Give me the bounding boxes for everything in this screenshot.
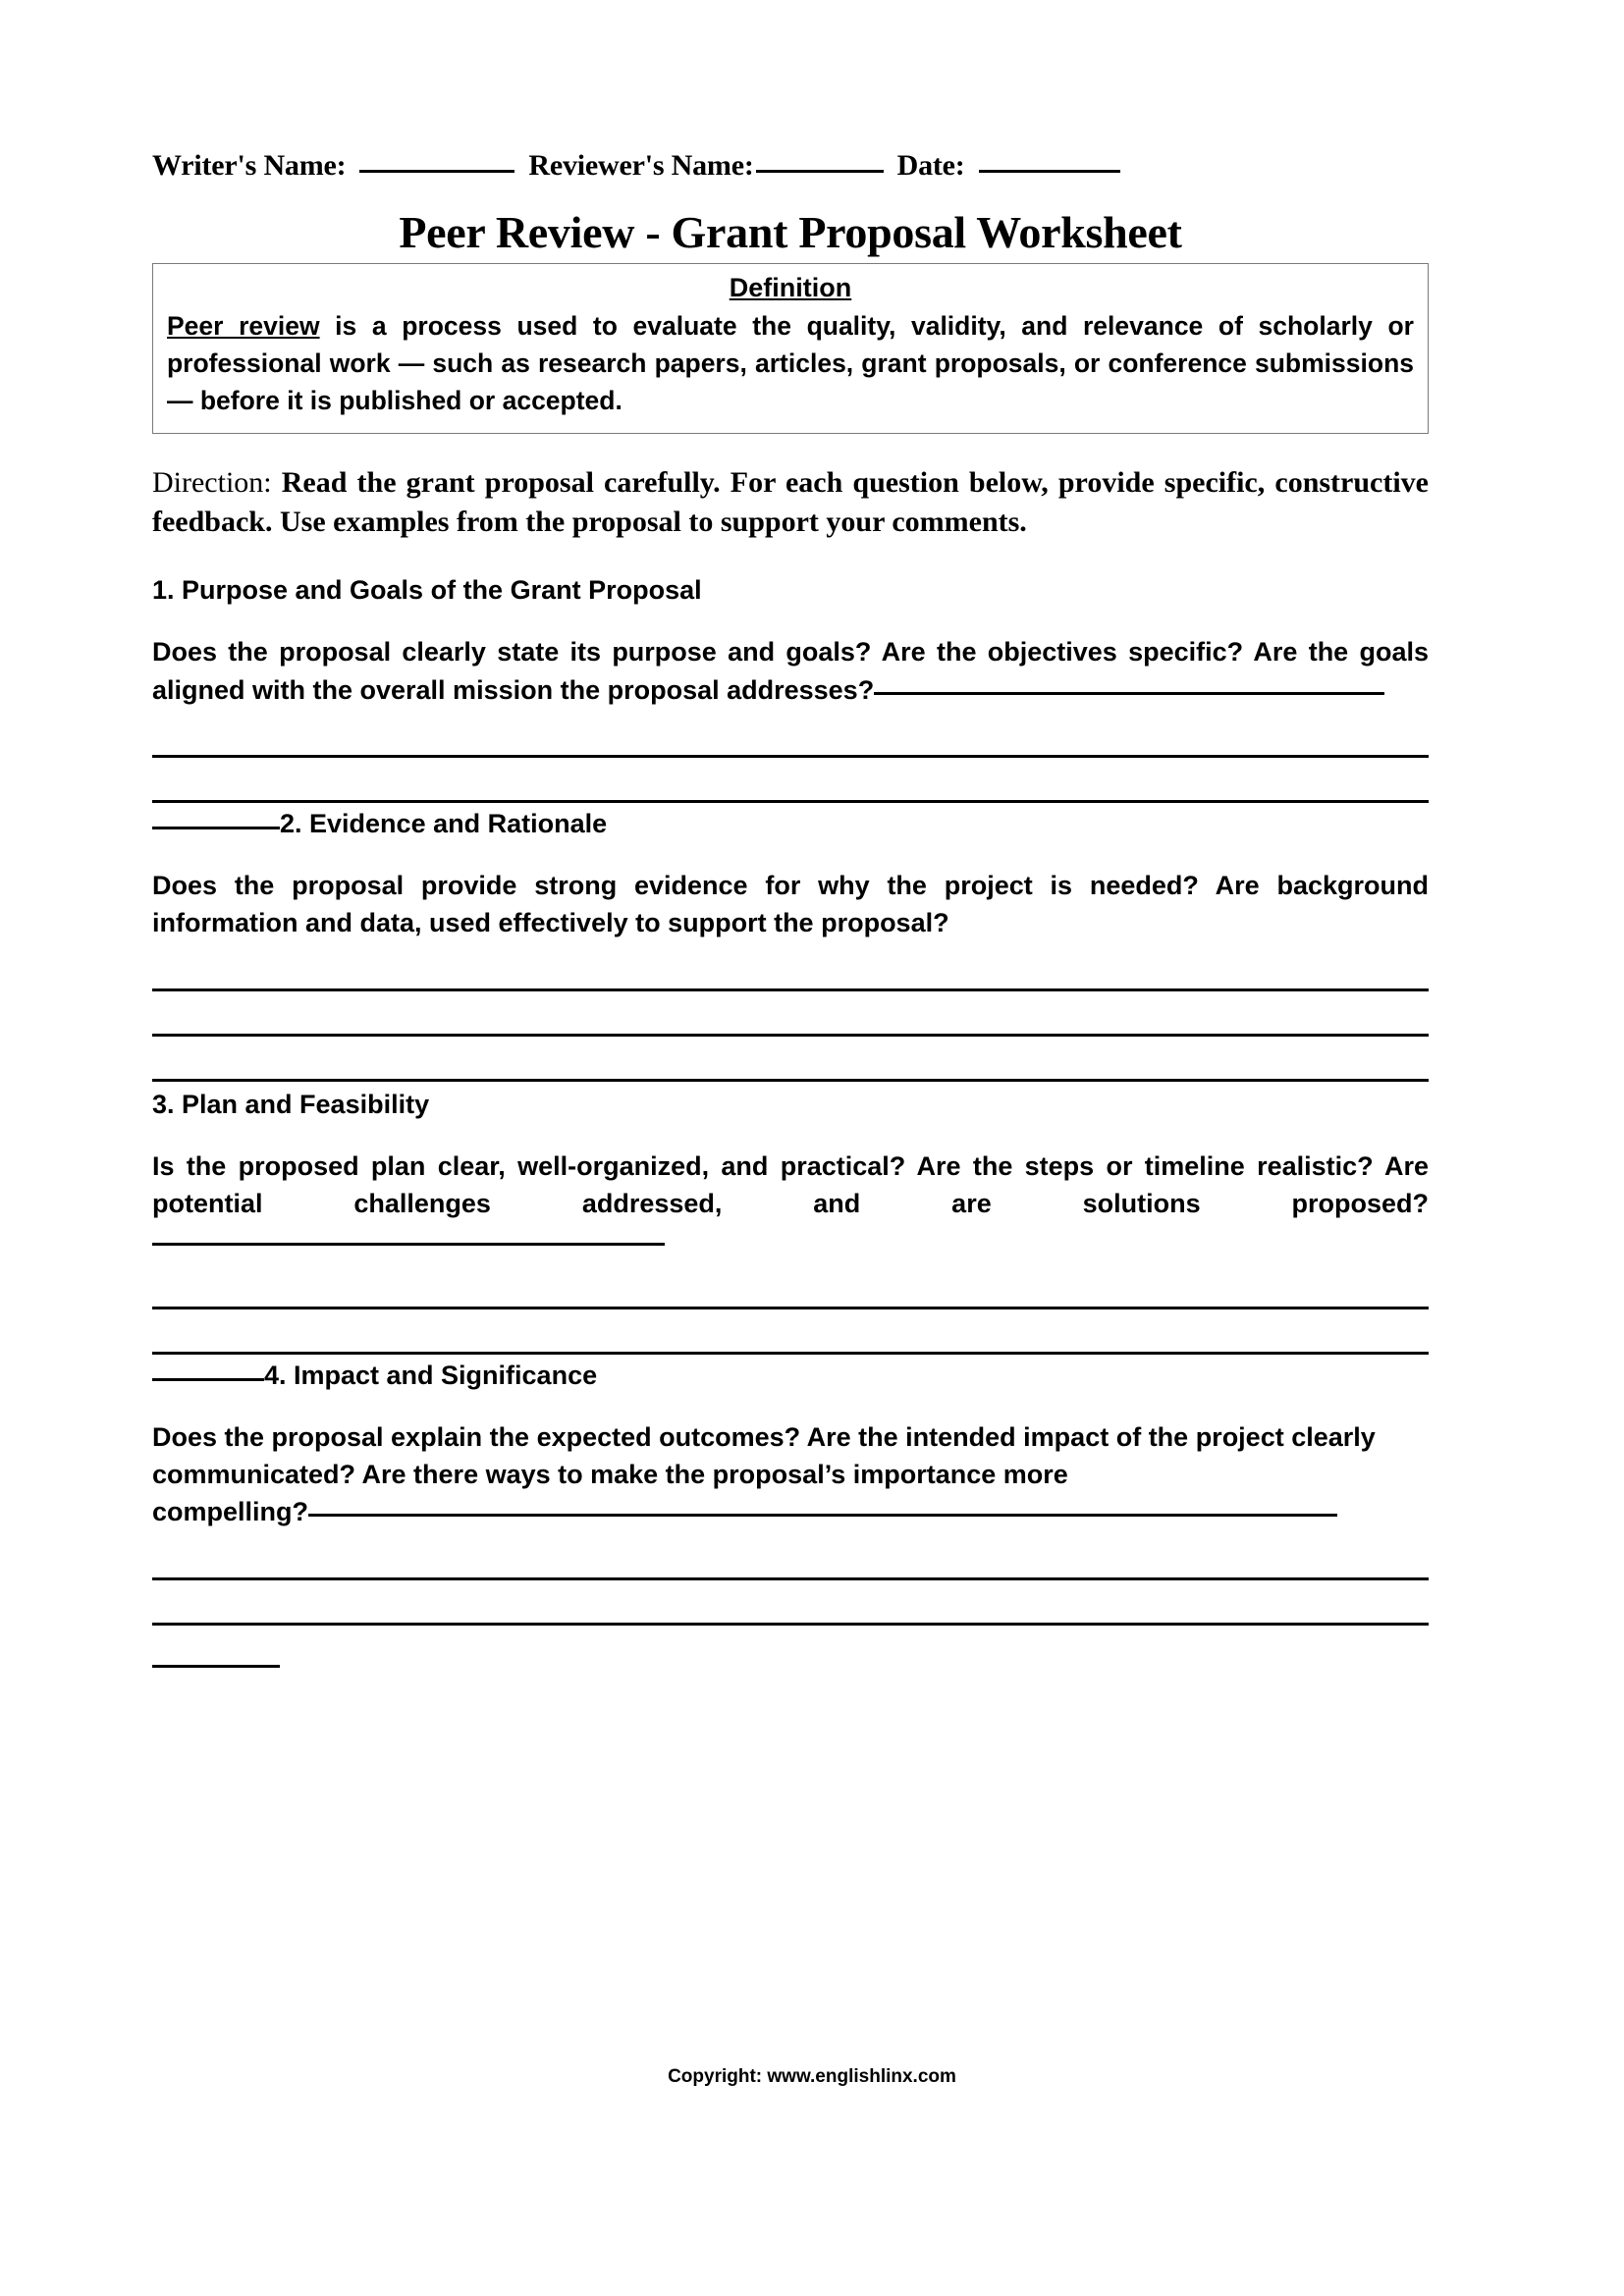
worksheet-content — [152, 0, 1429, 1668]
question-4-continuation-text: compelling? — [152, 1497, 309, 1527]
answer-line[interactable] — [152, 991, 1429, 1037]
direction-text: Read the grant proposal carefully. For each question below, provide specific, constructive feedback. Use examples from the proposal to support your comments. — [152, 466, 1429, 539]
question-1-text: Does the proposal clearly state its purpose and goals? Are the objectives specific? Are the goals aligned with the overall mission the proposal addresses? — [152, 637, 1429, 705]
answer-line[interactable] — [152, 1309, 1429, 1355]
question-4-heading — [152, 1359, 1429, 1393]
date-blank[interactable] — [979, 170, 1120, 173]
question-3-heading: 3. Plan and Feasibility — [152, 1089, 430, 1119]
question-3-answer-blank[interactable] — [152, 1243, 665, 1246]
question-1-answer-blank[interactable] — [874, 692, 1384, 695]
definition-heading: Definition — [729, 272, 852, 302]
question-4-leading-blank[interactable] — [152, 1378, 264, 1381]
answer-line[interactable] — [152, 946, 1429, 991]
copyright-notice: Copyright: www.englishlinx.com — [668, 2066, 956, 2087]
page-title: Peer Review - Grant Proposal Worksheet — [399, 207, 1182, 257]
definition-term: Peer review — [167, 311, 320, 342]
reviewer-name-blank[interactable] — [756, 170, 884, 173]
reviewer-name-label: Reviewer's Name: — [528, 149, 754, 182]
answer-line[interactable] — [152, 1264, 1429, 1309]
writer-name-blank[interactable] — [359, 170, 514, 173]
definition-box — [152, 263, 1429, 435]
question-3-body — [152, 1148, 1429, 1260]
writer-name-label: Writer's Name: — [152, 149, 347, 182]
question-2-body: Does the proposal provide strong evidence for why the project is needed? Are background information and data, used effectively to support the proposal? — [152, 870, 1429, 938]
question-2-heading — [152, 807, 1429, 841]
direction-paragraph — [152, 463, 1429, 542]
question-4-answer-blank[interactable] — [308, 1514, 1337, 1517]
answer-line[interactable] — [152, 758, 1429, 803]
question-2-heading-text: 2. Evidence and Rationale — [280, 808, 608, 838]
header-fields-row — [152, 0, 1429, 183]
question-1-body — [152, 633, 1429, 709]
question-4-heading-text: 4. Impact and Significance — [264, 1360, 598, 1390]
question-1-answer-lines — [152, 713, 1429, 803]
question-2-answer-lines — [152, 946, 1429, 1082]
answer-line[interactable] — [152, 1535, 1429, 1580]
question-4-body-continuation — [152, 1493, 1429, 1530]
answer-line[interactable] — [152, 1580, 1429, 1626]
question-2-leading-blank[interactable] — [152, 827, 280, 829]
answer-line[interactable] — [152, 713, 1429, 758]
question-3-text: Is the proposed plan clear, well-organized, and practical? Are the steps or timeline realistic? Are potential challenges addressed, and are solutions proposed? — [152, 1150, 1429, 1218]
question-4-answer-lines — [152, 1535, 1429, 1668]
definition-body: is a process used to evaluate the quality, validity, and relevance of scholarly or professional work — such as research papers, articles, grant proposals, or conference submissions — before it is published or accepted. — [167, 311, 1414, 415]
question-3-answer-lines — [152, 1264, 1429, 1355]
date-label: Date: — [896, 149, 965, 182]
answer-line[interactable] — [152, 1037, 1429, 1082]
direction-label: Direction: — [152, 466, 272, 500]
final-short-blank[interactable] — [152, 1626, 280, 1668]
question-4-body: Does the proposal explain the expected outcomes? Are the intended impact of the project clearly communicated? Are there ways to make the proposal’s importance more — [152, 1421, 1376, 1490]
question-1-heading: 1. Purpose and Goals of the Grant Proposal — [152, 575, 702, 606]
definition-text — [167, 308, 1414, 419]
